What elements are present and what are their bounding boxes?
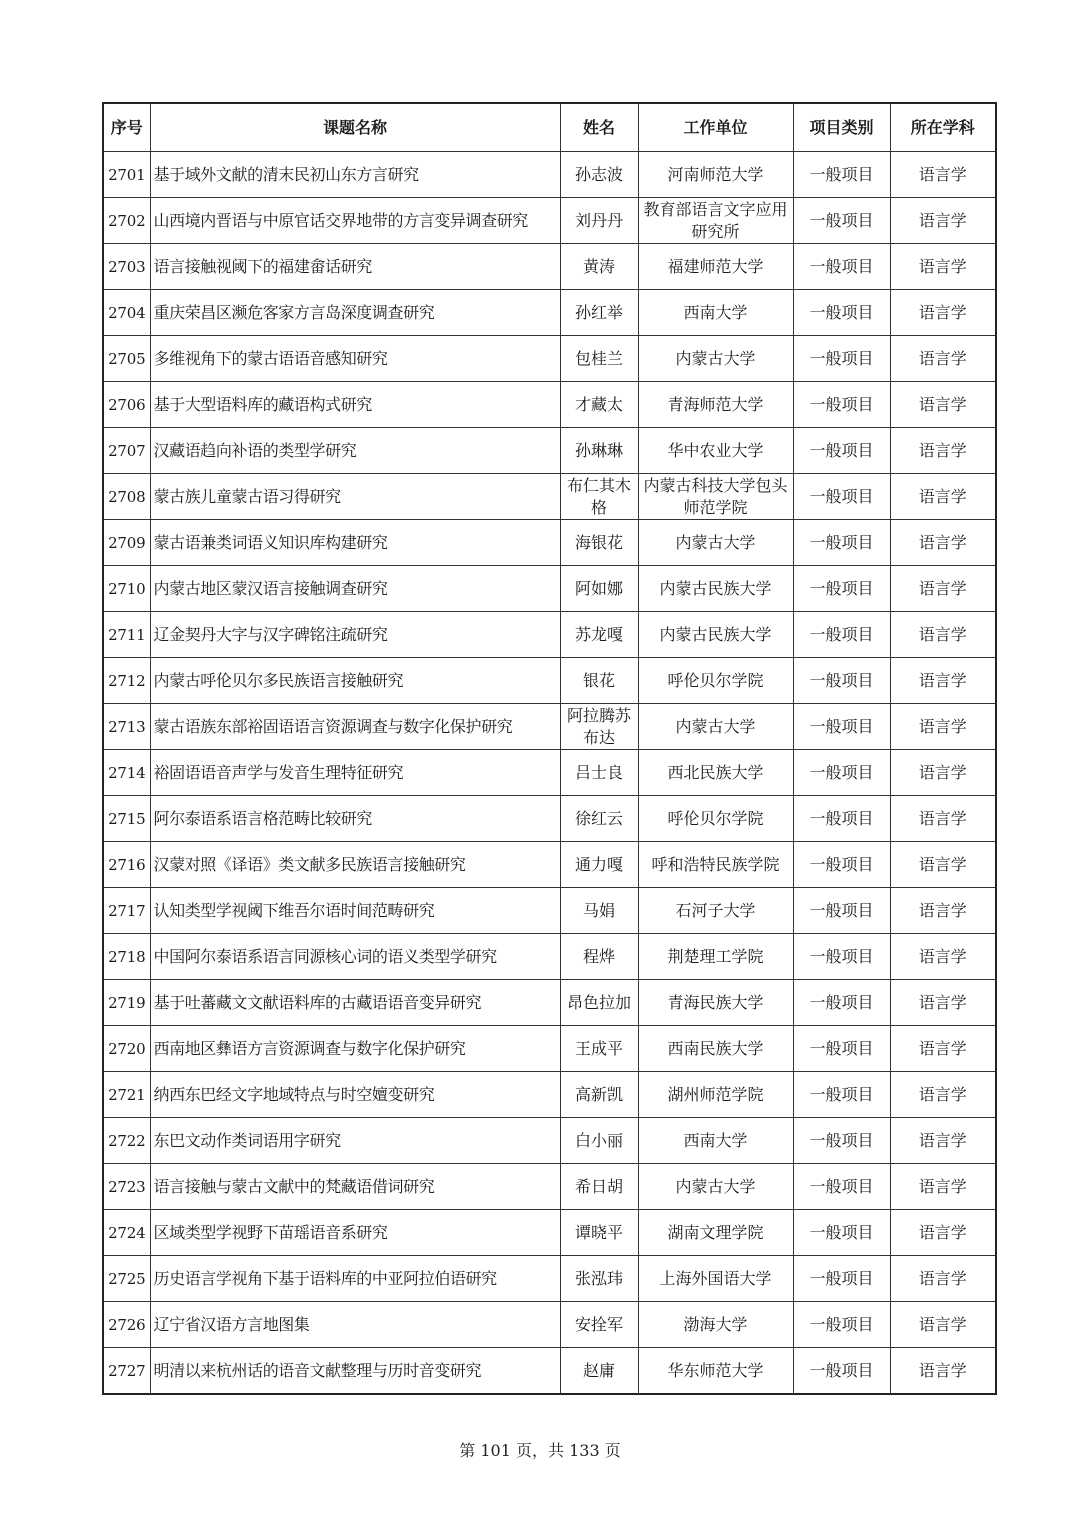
cell-discipline: 语言学 [890,566,996,612]
cell-title: 东巴文动作类词语用字研究 [150,1118,560,1164]
cell-name: 张泓玮 [560,1256,638,1302]
table-row [103,336,996,382]
cell-discipline: 语言学 [890,704,996,750]
cell-unit: 内蒙古大学 [638,704,793,750]
table-row [103,658,996,704]
cell-category: 一般项目 [793,566,890,612]
cell-title: 内蒙古呼伦贝尔多民族语言接触研究 [150,658,560,704]
cell-discipline: 语言学 [890,888,996,934]
cell-seq: 2702 [103,198,150,244]
cell-unit: 湖南文理学院 [638,1210,793,1256]
cell-name: 白小丽 [560,1118,638,1164]
cell-seq: 2723 [103,1164,150,1210]
table-row [103,612,996,658]
cell-name: 程烨 [560,934,638,980]
cell-unit: 内蒙古大学 [638,336,793,382]
cell-category: 一般项目 [793,1026,890,1072]
cell-seq: 2725 [103,1256,150,1302]
cell-category: 一般项目 [793,382,890,428]
cell-discipline: 语言学 [890,1348,996,1395]
table-row [103,750,996,796]
cell-category: 一般项目 [793,520,890,566]
cell-name: 黄涛 [560,244,638,290]
header-name: 姓名 [560,103,638,152]
cell-seq: 2718 [103,934,150,980]
cell-discipline: 语言学 [890,244,996,290]
table-header-row [103,103,996,152]
cell-discipline: 语言学 [890,336,996,382]
table-row [103,474,996,520]
cell-category: 一般项目 [793,336,890,382]
cell-title: 汉蒙对照《译语》类文献多民族语言接触研究 [150,842,560,888]
cell-unit: 华东师范大学 [638,1348,793,1395]
cell-name: 谭晓平 [560,1210,638,1256]
table-row [103,382,996,428]
cell-unit: 内蒙古科技大学包头师范学院 [638,474,793,520]
cell-name: 吕士良 [560,750,638,796]
cell-title: 蒙古语族东部裕固语语言资源调查与数字化保护研究 [150,704,560,750]
cell-seq: 2701 [103,152,150,198]
cell-title: 纳西东巴经文字地域特点与时空嬗变研究 [150,1072,560,1118]
cell-title: 蒙古语兼类词语义知识库构建研究 [150,520,560,566]
cell-seq: 2708 [103,474,150,520]
cell-unit: 西南大学 [638,1118,793,1164]
cell-seq: 2726 [103,1302,150,1348]
cell-category: 一般项目 [793,244,890,290]
cell-seq: 2711 [103,612,150,658]
cell-category: 一般项目 [793,796,890,842]
cell-name: 马娟 [560,888,638,934]
cell-unit: 呼和浩特民族学院 [638,842,793,888]
cell-name: 徐红云 [560,796,638,842]
cell-category: 一般项目 [793,1302,890,1348]
cell-seq: 2712 [103,658,150,704]
cell-unit: 西北民族大学 [638,750,793,796]
table-row [103,566,996,612]
cell-discipline: 语言学 [890,842,996,888]
cell-seq: 2710 [103,566,150,612]
cell-name: 希日胡 [560,1164,638,1210]
table-row [103,796,996,842]
table-row [103,198,996,244]
cell-name: 银花 [560,658,638,704]
cell-name: 安拴军 [560,1302,638,1348]
cell-category: 一般项目 [793,152,890,198]
cell-title: 汉藏语趋向补语的类型学研究 [150,428,560,474]
cell-unit: 石河子大学 [638,888,793,934]
cell-category: 一般项目 [793,1072,890,1118]
table-row [103,704,996,750]
cell-unit: 渤海大学 [638,1302,793,1348]
cell-seq: 2709 [103,520,150,566]
cell-seq: 2703 [103,244,150,290]
cell-name: 布仁其木格 [560,474,638,520]
cell-discipline: 语言学 [890,198,996,244]
cell-title: 多维视角下的蒙古语语音感知研究 [150,336,560,382]
page-number: 第 101 页，共 133 页 [459,1441,621,1460]
cell-title: 裕固语语音声学与发音生理特征研究 [150,750,560,796]
cell-unit: 教育部语言文字应用研究所 [638,198,793,244]
cell-seq: 2721 [103,1072,150,1118]
cell-name: 赵庸 [560,1348,638,1395]
cell-discipline: 语言学 [890,658,996,704]
table-row [103,1072,996,1118]
cell-title: 阿尔泰语系语言格范畴比较研究 [150,796,560,842]
cell-title: 重庆荣昌区濒危客家方言岛深度调查研究 [150,290,560,336]
cell-discipline: 语言学 [890,290,996,336]
cell-category: 一般项目 [793,474,890,520]
cell-discipline: 语言学 [890,474,996,520]
cell-discipline: 语言学 [890,382,996,428]
cell-category: 一般项目 [793,612,890,658]
cell-title: 基于域外文献的清末民初山东方言研究 [150,152,560,198]
cell-seq: 2716 [103,842,150,888]
cell-unit: 呼伦贝尔学院 [638,658,793,704]
cell-unit: 湖州师范学院 [638,1072,793,1118]
header-category: 项目类别 [793,103,890,152]
cell-seq: 2707 [103,428,150,474]
cell-discipline: 语言学 [890,934,996,980]
cell-name: 孙琳琳 [560,428,638,474]
cell-discipline: 语言学 [890,152,996,198]
cell-seq: 2705 [103,336,150,382]
cell-category: 一般项目 [793,658,890,704]
cell-seq: 2714 [103,750,150,796]
cell-title: 蒙古族儿童蒙古语习得研究 [150,474,560,520]
header-discipline: 所在学科 [890,103,996,152]
cell-name: 刘丹丹 [560,198,638,244]
cell-title: 西南地区彝语方言资源调查与数字化保护研究 [150,1026,560,1072]
cell-title: 中国阿尔泰语系语言同源核心词的语义类型学研究 [150,934,560,980]
cell-seq: 2717 [103,888,150,934]
cell-title: 明清以来杭州话的语音文献整理与历时音变研究 [150,1348,560,1395]
cell-discipline: 语言学 [890,1026,996,1072]
cell-category: 一般项目 [793,980,890,1026]
cell-title: 语言接触与蒙古文献中的梵藏语借词研究 [150,1164,560,1210]
table-row [103,244,996,290]
table-row [103,1210,996,1256]
table-row [103,1256,996,1302]
table-row [103,980,996,1026]
cell-name: 海银花 [560,520,638,566]
cell-unit: 青海民族大学 [638,980,793,1026]
cell-title: 历史语言学视角下基于语料库的中亚阿拉伯语研究 [150,1256,560,1302]
table-row [103,520,996,566]
table-row [103,428,996,474]
table-row [103,842,996,888]
cell-seq: 2713 [103,704,150,750]
table-row [103,1164,996,1210]
cell-title: 区域类型学视野下苗瑶语音系研究 [150,1210,560,1256]
cell-category: 一般项目 [793,428,890,474]
table-row [103,1348,996,1395]
cell-name: 阿拉腾苏布达 [560,704,638,750]
cell-title: 基于大型语料库的藏语构式研究 [150,382,560,428]
cell-category: 一般项目 [793,704,890,750]
table-body [103,152,996,1395]
cell-discipline: 语言学 [890,1256,996,1302]
cell-title: 基于吐蕃藏文文献语料库的古藏语语音变异研究 [150,980,560,1026]
table-row [103,888,996,934]
cell-name: 高新凯 [560,1072,638,1118]
table-row [103,152,996,198]
header-unit: 工作单位 [638,103,793,152]
cell-unit: 西南民族大学 [638,1026,793,1072]
table-row [103,1302,996,1348]
cell-category: 一般项目 [793,1164,890,1210]
cell-seq: 2727 [103,1348,150,1395]
cell-seq: 2704 [103,290,150,336]
cell-name: 苏龙嘎 [560,612,638,658]
cell-name: 王成平 [560,1026,638,1072]
cell-unit: 福建师范大学 [638,244,793,290]
header-title: 课题名称 [150,103,560,152]
table-row [103,1026,996,1072]
cell-category: 一般项目 [793,1118,890,1164]
cell-unit: 内蒙古民族大学 [638,566,793,612]
cell-name: 孙红举 [560,290,638,336]
cell-name: 包桂兰 [560,336,638,382]
cell-discipline: 语言学 [890,428,996,474]
cell-discipline: 语言学 [890,1302,996,1348]
cell-title: 语言接触视阈下的福建畲话研究 [150,244,560,290]
cell-name: 昂色拉加 [560,980,638,1026]
cell-discipline: 语言学 [890,1072,996,1118]
cell-seq: 2722 [103,1118,150,1164]
cell-unit: 上海外国语大学 [638,1256,793,1302]
cell-title: 山西境内晋语与中原官话交界地带的方言变异调查研究 [150,198,560,244]
cell-title: 内蒙古地区蒙汉语言接触调查研究 [150,566,560,612]
cell-category: 一般项目 [793,750,890,796]
cell-name: 阿如娜 [560,566,638,612]
cell-discipline: 语言学 [890,1118,996,1164]
cell-unit: 呼伦贝尔学院 [638,796,793,842]
cell-discipline: 语言学 [890,520,996,566]
cell-discipline: 语言学 [890,750,996,796]
cell-unit: 华中农业大学 [638,428,793,474]
cell-seq: 2715 [103,796,150,842]
cell-discipline: 语言学 [890,612,996,658]
cell-seq: 2719 [103,980,150,1026]
cell-unit: 西南大学 [638,290,793,336]
cell-category: 一般项目 [793,1348,890,1395]
cell-category: 一般项目 [793,290,890,336]
cell-category: 一般项目 [793,1210,890,1256]
table-row [103,934,996,980]
cell-seq: 2724 [103,1210,150,1256]
cell-unit: 荆楚理工学院 [638,934,793,980]
table-row [103,290,996,336]
cell-category: 一般项目 [793,198,890,244]
project-table [102,102,997,1395]
cell-seq: 2706 [103,382,150,428]
cell-title: 辽金契丹大字与汉字碑铭注疏研究 [150,612,560,658]
cell-name: 才藏太 [560,382,638,428]
cell-unit: 内蒙古民族大学 [638,612,793,658]
table-row [103,1118,996,1164]
cell-discipline: 语言学 [890,796,996,842]
cell-unit: 内蒙古大学 [638,1164,793,1210]
cell-title: 辽宁省汉语方言地图集 [150,1302,560,1348]
cell-name: 孙志波 [560,152,638,198]
cell-discipline: 语言学 [890,980,996,1026]
cell-seq: 2720 [103,1026,150,1072]
cell-name: 通力嘎 [560,842,638,888]
cell-unit: 内蒙古大学 [638,520,793,566]
cell-unit: 青海师范大学 [638,382,793,428]
cell-category: 一般项目 [793,1256,890,1302]
header-seq: 序号 [103,103,150,152]
cell-category: 一般项目 [793,888,890,934]
cell-title: 认知类型学视阈下维吾尔语时间范畴研究 [150,888,560,934]
cell-category: 一般项目 [793,934,890,980]
cell-discipline: 语言学 [890,1164,996,1210]
cell-discipline: 语言学 [890,1210,996,1256]
cell-category: 一般项目 [793,842,890,888]
cell-unit: 河南师范大学 [638,152,793,198]
